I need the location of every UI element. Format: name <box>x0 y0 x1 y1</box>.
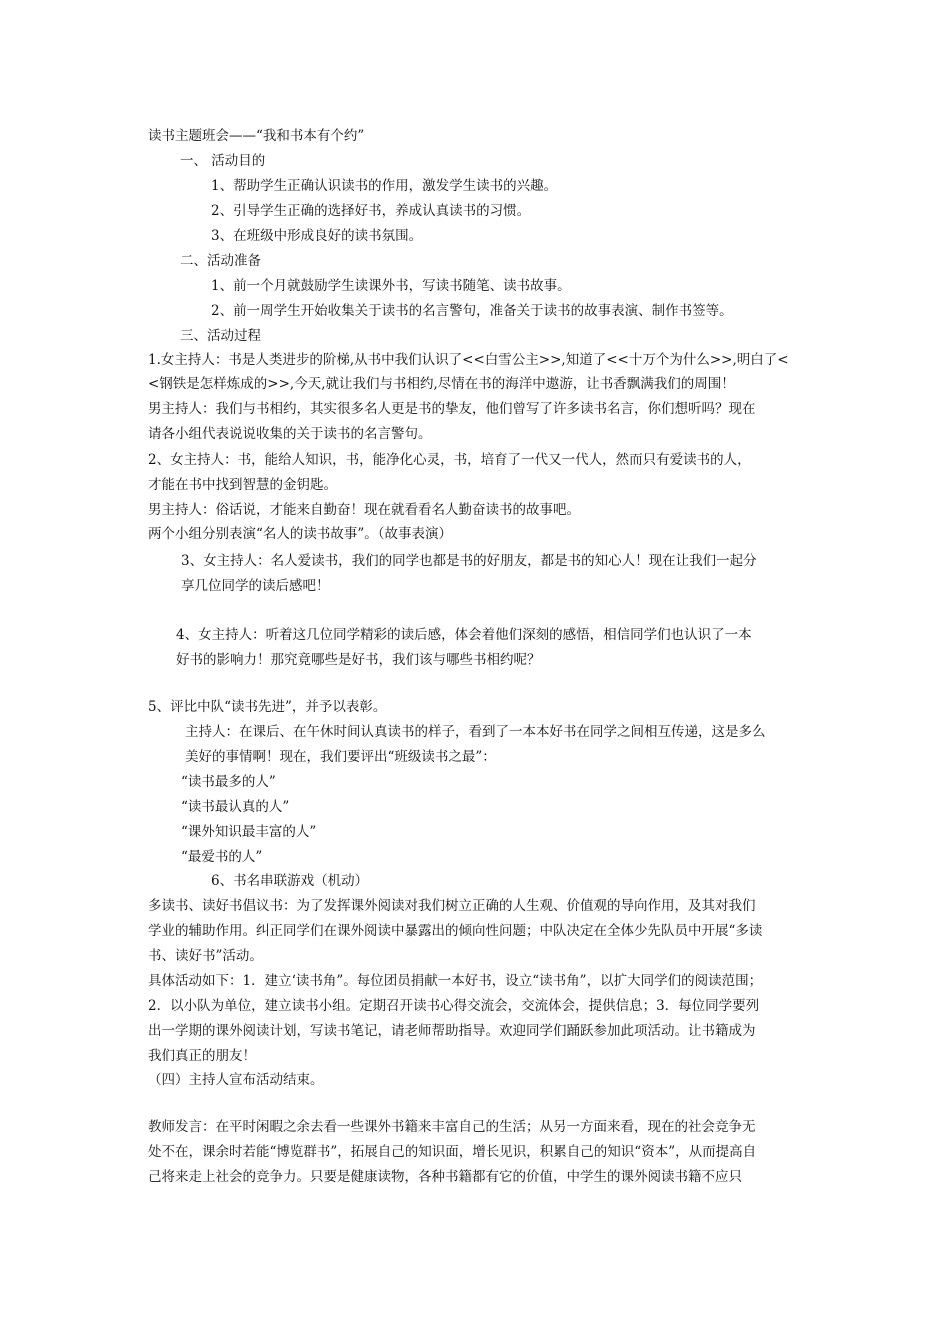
paragraph-line: 多读书、读好书倡议书：为了发挥课外阅读对我们树立正确的人生观、价值观的导向作用，及其对我们 <box>148 898 756 914</box>
section-heading-process: 三、活动过程 <box>180 328 261 344</box>
paragraph-line: 男主持人：我们与书相约，其实很多名人更是书的挚友，他们曾写了许多读书名言，你们想听吗？现在 <box>148 401 756 417</box>
preparation-item-1: 1、前一个月就鼓励学生读课外书，写读书随笔、读书故事。 <box>211 278 571 294</box>
section-heading-preparation: 二、活动准备 <box>180 253 261 269</box>
purpose-item-3: 3、在班级中形成良好的读书氛围。 <box>211 228 423 244</box>
paragraph-line: 美好的事情啊！现在，我们要评出“班级读书之最”： <box>185 749 496 765</box>
award-item: “读书最认真的人” <box>181 799 290 815</box>
paragraph-line: 享几位同学的读后感吧！ <box>181 578 330 594</box>
document-title: 读书主题班会——“我和书本有个约” <box>148 128 365 144</box>
paragraph-line: 请各小组代表说说收集的关于读书的名言警句。 <box>148 426 432 442</box>
paragraph-line: 6、书名串联游戏（机动） <box>211 873 369 889</box>
paragraph-line: <钢铁是怎样炼成的>>,今天,就让我们与书相约,尽情在书的海洋中遨游，让书香飘满我们的周围！ <box>148 376 735 392</box>
paragraph-line: 5、评比中队“读书先进”，并予以表彰。 <box>148 699 387 715</box>
preparation-item-2: 2、前一周学生开始收集关于读书的名言警句，准备关于读书的故事表演、制作书签等。 <box>211 303 733 319</box>
purpose-item-1: 1、帮助学生正确认识读书的作用，激发学生读书的兴趣。 <box>211 178 558 194</box>
award-item: “课外知识最丰富的人” <box>181 824 317 840</box>
paragraph-line: 1.女主持人：书是人类进步的阶梯,从书中我们认识了<<白雪公主>>,知道了<<十万个为什么>>,明白了< <box>148 352 789 368</box>
paragraph-line: 男主持人：俗话说，才能来自勤奋！现在就看看名人勤奋读书的故事吧。 <box>148 502 580 518</box>
paragraph-line: 出一学期的课外阅读计划，写读书笔记，请老师帮助指导。欢迎同学们踊跃参加此项活动。让书籍成为 <box>148 1023 756 1039</box>
paragraph-line: 处不在，课余时若能“博览群书”，拓展自己的知识面，增长见识，积累自己的知识“资本”，从而提高自 <box>148 1144 757 1160</box>
paragraph-line: 书、读好书”活动。 <box>148 948 263 964</box>
section-heading-purpose: 一、 活动目的 <box>180 153 266 169</box>
award-item: “读书最多的人” <box>181 774 276 790</box>
paragraph-line: 才能在书中找到智慧的金钥匙。 <box>148 477 337 493</box>
paragraph-line: 己将来走上社会的竞争力。只要是健康读物，各种书籍都有它的价值，中学生的课外阅读书籍不应只 <box>148 1169 742 1185</box>
paragraph-line: 两个小组分别表演“名人的读书故事”。（故事表演） <box>148 526 453 542</box>
paragraph-line: 我们真正的朋友！ <box>148 1048 256 1064</box>
paragraph-line: 好书的影响力！那究竟哪些是好书，我们该与哪些书相约呢？ <box>176 652 541 668</box>
award-item: “最爱书的人” <box>181 849 263 865</box>
paragraph-line: 学业的辅助作用。纠正同学们在课外阅读中暴露出的倾向性问题；中队决定在全体少先队员中开展“多读 <box>148 923 763 939</box>
paragraph-line: 主持人：在课后、在午休时间认真读书的样子，看到了一本本好书在同学之间相互传递，这是多么 <box>185 724 766 740</box>
paragraph-line: 4、女主持人：听着这几位同学精彩的读后感，体会着他们深刻的感悟，相信同学们也认识了一本 <box>176 627 752 643</box>
paragraph-line: 教师发言：在平时闲暇之余去看一些课外书籍来丰富自己的生活；从另一方面来看，现在的社会竞争无 <box>148 1119 756 1135</box>
paragraph-line: 2、女主持人：书，能给人知识，书，能净化心灵，书，培育了一代又一代人，然而只有爱读书的人， <box>148 452 751 468</box>
paragraph-line: 2．以小队为单位，建立读书小组。定期召开读书心得交流会，交流体会，提供信息；3．每位同学要列 <box>148 998 760 1014</box>
paragraph-line: （四）主持人宣布活动结束。 <box>148 1072 324 1088</box>
paragraph-line: 具体活动如下：1．建立‘读书角”。每位团员捐献一本好书，设立“读书角”，以扩大同学们的阅读范围； <box>148 973 763 989</box>
purpose-item-2: 2、引导学生正确的选择好书，养成认真读书的习惯。 <box>211 203 531 219</box>
paragraph-line: 3、女主持人：名人爱读书，我们的同学也都是书的好朋友，都是书的知心人！现在让我们一起分 <box>181 553 757 569</box>
